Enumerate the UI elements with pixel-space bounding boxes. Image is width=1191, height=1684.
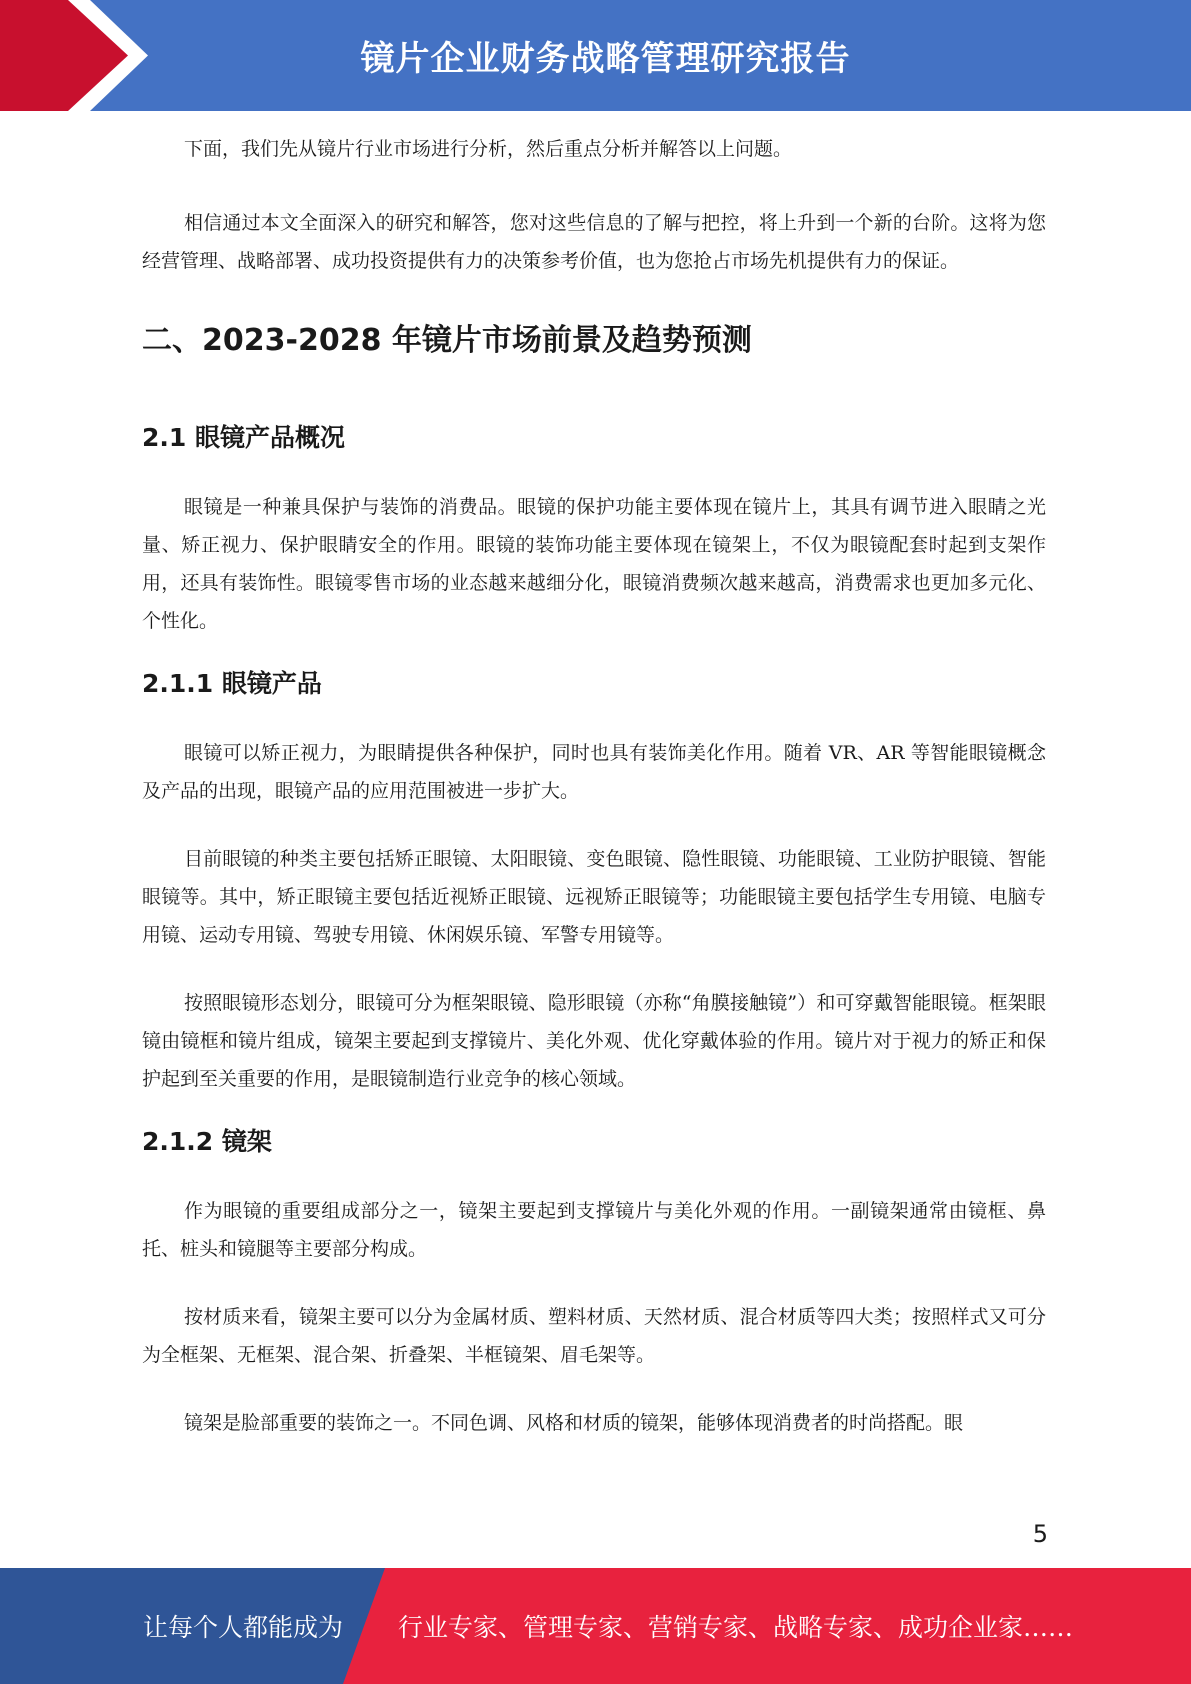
footer-banner — [0, 1568, 1191, 1684]
section-heading: 二、2023-2028 年镜片市场前景及趋势预测 — [142, 323, 752, 358]
paragraph-2-1-2-b: 按材质来看，镜架主要可以分为金属材质、塑料材质、天然材质、混合材质等四大类；按照样式又可分为全框架、无框架、混合架、折叠架、半框镜架、眉毛架等。 — [142, 1306, 1046, 1366]
intro-paragraph-1: 下面，我们先从镜片行业市场进行分析，然后重点分析并解答以上问题。 — [184, 138, 793, 160]
paragraph-2-1-2-a: 作为眼镜的重要组成部分之一，镜架主要起到支撑镜片与美化外观的作用。一副镜架通常由镜框、鼻托、桩头和镜腿等主要部分构成。 — [142, 1200, 1046, 1260]
subsection-heading-2-1-2: 2.1.2 镜架 — [142, 1127, 272, 1156]
paragraph-2-1-1-c: 按照眼镜形态划分，眼镜可分为框架眼镜、隐形眼镜（亦称“角膜接触镜”）和可穿戴智能眼镜。框架眼镜由镜框和镜片组成，镜架主要起到支撑镜片、美化外观、优化穿戴体验的作用。镜片对于视力的矫正和保护起到至关重要的作用，是眼镜制造行业竞争的核心领域。 — [142, 992, 1046, 1090]
footer-slogan-left: 让每个人都能成为 — [143, 1613, 344, 1642]
paragraph-2-1-1-a: 眼镜可以矫正视力，为眼睛提供各种保护，同时也具有装饰美化作用。随着 VR、AR 等智能眼镜概念及产品的出现，眼镜产品的应用范围被进一步扩大。 — [142, 742, 1046, 802]
subsection-heading-2-1-1: 2.1.1 眼镜产品 — [142, 669, 322, 698]
paragraph-2-1-2-c: 镜架是脸部重要的装饰之一。不同色调、风格和材质的镜架，能够体现消费者的时尚搭配。眼 — [184, 1412, 964, 1434]
subsection-heading-2-1: 2.1 眼镜产品概况 — [142, 423, 345, 452]
header-banner — [0, 0, 1191, 111]
page-number: 5 — [1032, 1520, 1048, 1548]
paragraph-2-1-1-b: 目前眼镜的种类主要包括矫正眼镜、太阳眼镜、变色眼镜、隐性眼镜、功能眼镜、工业防护眼镜、智能眼镜等。其中，矫正眼镜主要包括近视矫正眼镜、远视矫正眼镜等；功能眼镜主要包括学生专用镜、电脑专用镜、运动专用镜、驾驶专用镜、休闲娱乐镜、军警专用镜等。 — [142, 848, 1046, 946]
footer-slogan-right: 行业专家、管理专家、营销专家、战略专家、成功企业家…… — [398, 1613, 1074, 1642]
report-title: 镜片企业财务战略管理研究报告 — [360, 39, 851, 79]
paragraph-2-1: 眼镜是一种兼具保护与装饰的消费品。眼镜的保护功能主要体现在镜片上，其具有调节进入眼睛之光量、矫正视力、保护眼睛安全的作用。眼镜的装饰功能主要体现在镜架上，不仅为眼镜配套时起到支架作用，还具有装饰性。眼镜零售市场的业态越来越细分化，眼镜消费频次越来越高，消费需求也更加多元化、个性化。 — [142, 496, 1046, 632]
intro-paragraph-2: 相信通过本文全面深入的研究和解答，您对这些信息的了解与把控，将上升到一个新的台阶。这将为您经营管理、战略部署、成功投资提供有力的决策参考价值，也为您抢占市场先机提供有力的保证。 — [142, 212, 1046, 272]
document-body — [142, 130, 1046, 1442]
